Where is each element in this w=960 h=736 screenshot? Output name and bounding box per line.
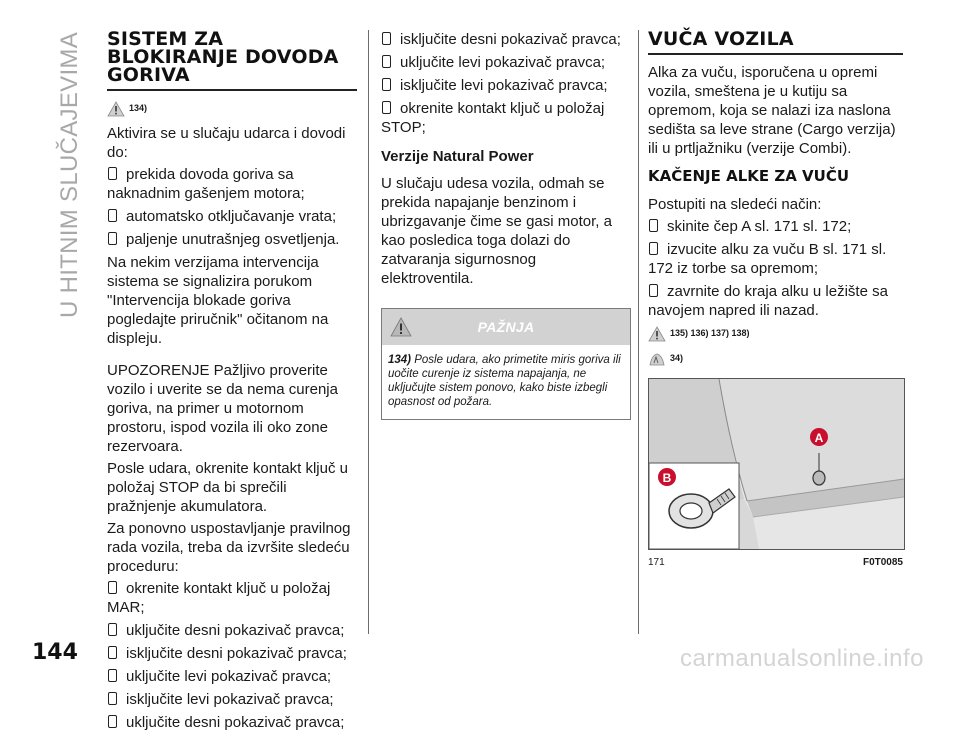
list-item: prekida dovoda goriva sa naknadnim gašenjem motora; <box>107 165 357 203</box>
paragraph: Posle udara, okrenite kontakt ključ u položaj STOP da bi sprečili pražnjenje akumulatora. <box>107 460 348 515</box>
towing-illustration <box>649 379 904 549</box>
caution-hand-icon <box>648 351 666 367</box>
figure-caption <box>648 553 903 572</box>
section-side-tab: U HITNIM SLUČAJEVIMA <box>56 31 83 318</box>
heading-rule <box>107 89 357 91</box>
procedure-step: isključite desni pokazivač pravca; <box>381 30 631 49</box>
procedure-step: uključite levi pokazivač pravca; <box>107 667 357 686</box>
list-item: zavrnite do kraja alku u ležište sa navojem napred ili nazad. <box>648 282 903 320</box>
warning-reference: 134) <box>107 99 357 118</box>
figure-number: 171 <box>648 557 665 568</box>
label-a-text: A <box>814 431 824 445</box>
warning-note-text: Posle udara, ako primetite miris goriva ili uočite curenje iz sistema napajanja, ne uključujte sistem ponovo, kako biste izbegli opasnost od požara. <box>388 354 621 408</box>
label-b-text: B <box>662 471 672 485</box>
section-heading-fuel-cutoff: SISTEM ZA BLOKIRANJE DOVODA GORIVA <box>107 28 339 86</box>
warning-triangle-icon <box>648 326 666 342</box>
procedure-step: isključite levi pokazivač pravca; <box>107 690 357 709</box>
warning-note-title: PAŽNJA <box>477 318 535 335</box>
warning-note-box <box>381 308 631 420</box>
subheading-towing-eye: KAČENJE ALKE ZA VUČU <box>648 167 850 185</box>
procedure-step: uključite desni pokazivač pravca; <box>107 713 357 732</box>
list-item: izvucite alku za vuču B sl. 171 sl. 172 iz torbe sa opremom; <box>648 240 903 278</box>
column-towing <box>648 30 903 572</box>
paragraph: Alka za vuču, isporučena u opremi vozila, smeštena je u kutiju sa opremom, koja se nalazi iza naslona sedišta sa leve strane (Cargo verzija) ili u prtljažniku (verzije Combi). <box>648 64 896 157</box>
paragraph: Na nekim verzijama intervencija sistema se signalizira porukom "Intervencija blokade goriva pogledajte priručnik" očitanom na displeju. <box>107 254 329 347</box>
column-fuel-cutoff <box>107 30 357 736</box>
figure-towing-eye <box>648 378 905 550</box>
column-divider-2 <box>638 30 639 634</box>
procedure-step: okrenite kontakt ključ u položaj STOP; <box>381 99 631 137</box>
procedure-step: okrenite kontakt ključ u položaj MAR; <box>107 579 357 617</box>
section-heading-towing: VUČA VOZILA <box>648 28 794 50</box>
intro-text: Aktivira se u slučaju udarca i dovodi do: <box>107 125 346 161</box>
procedure-step: uključite levi pokazivač pravca; <box>381 53 631 72</box>
procedure-step: isključite desni pokazivač pravca; <box>107 644 357 663</box>
procedure-step: uključite desni pokazivač pravca; <box>107 621 357 640</box>
warning-note-number: 134) <box>388 354 412 366</box>
column-divider-1 <box>368 30 369 634</box>
procedure-step: isključite levi pokazivač pravca; <box>381 76 631 95</box>
warning-note-body <box>382 345 630 419</box>
warning-reference: 135) 136) 137) 138) <box>648 324 903 343</box>
intro-text: Postupiti na sledeći način: <box>648 196 822 213</box>
paragraph: Za ponovno uspostavljanje pravilnog rada vozila, treba da izvršite sledeću proceduru: <box>107 520 351 575</box>
list-item: automatsko otključavanje vrata; <box>107 207 357 226</box>
list-item: paljenje unutrašnjeg osvetljenja. <box>107 230 357 249</box>
warning-note-header <box>382 309 630 345</box>
figure-code: F0T0085 <box>862 557 903 568</box>
note-reference: 34) <box>648 349 903 368</box>
subheading-natural-power: Verzije Natural Power <box>381 148 534 165</box>
list-item: skinite čep A sl. 171 sl. 172; <box>648 217 903 236</box>
paragraph: U slučaju udesa vozila, odmah se prekida napajanje benzinom i ubrizgavanje čime se gasi motor, a kao posledica toga dolazi do zatvaranja sigurnosnog elektroventila. <box>381 175 612 287</box>
page-number: 144 <box>32 640 78 665</box>
watermark: carmanualsonline.info <box>680 645 924 672</box>
warning-triangle-icon <box>390 317 412 337</box>
paragraph-warning: UPOZORENJE Pažljivo proverite vozilo i uverite se da nema curenja goriva, na primer u motornom prostoru, ispod vozila ili oko zone rezervoara. <box>107 362 338 455</box>
warning-triangle-icon <box>107 101 125 117</box>
heading-rule <box>648 53 903 55</box>
column-procedure-continued <box>381 30 631 420</box>
